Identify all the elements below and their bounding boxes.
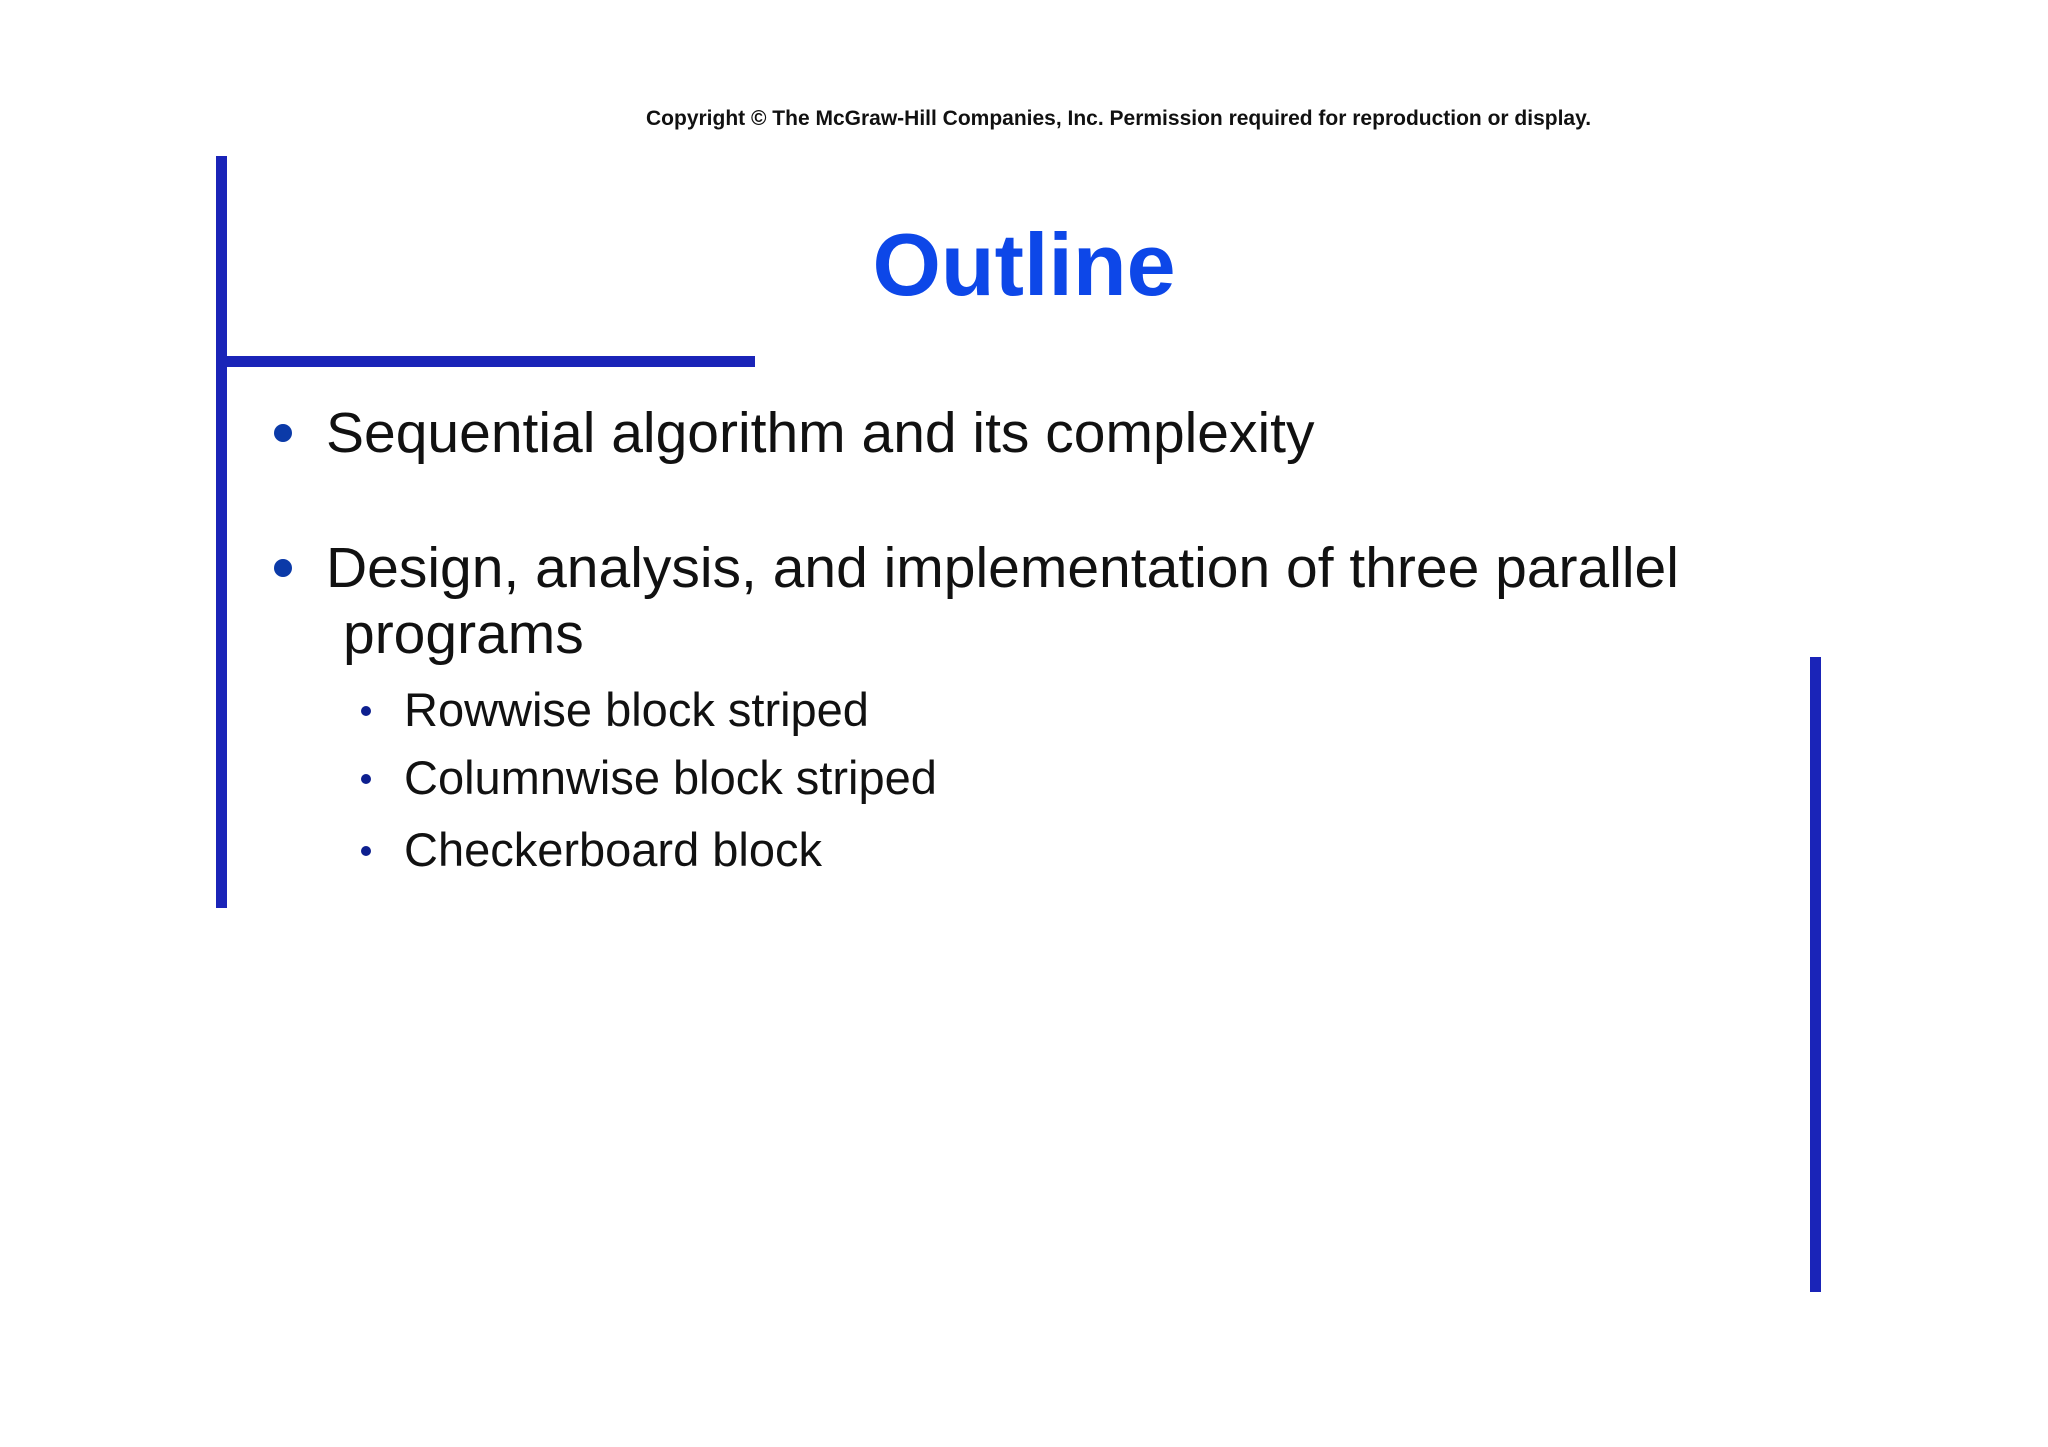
sub-bullet-icon [361,774,371,784]
sub-list-item: Columnwise block striped [404,751,937,804]
sub-list-item: Rowwise block striped [404,683,869,736]
sub-list-item: Checkerboard block [404,823,822,876]
bullet-icon [274,559,292,577]
bullet-text: Sequential algorithm and its complexity [326,401,1315,465]
title-underline-bar [216,356,755,367]
right-accent-bar [1810,657,1821,1292]
sub-bullet-icon [361,846,371,856]
slide-title: Outline [872,215,1176,314]
bullet-icon [274,424,292,442]
sub-bullet-icon [361,706,371,716]
list-item [326,535,1679,667]
list-item [326,400,1315,466]
copyright-notice: Copyright © The McGraw-Hill Companies, Inc. Permission required for reproduction or display. [646,107,1592,130]
bullet-text-line-2: programs [343,602,584,666]
bullet-text-line-1: Design, analysis, and implementation of three parallel [326,536,1679,600]
